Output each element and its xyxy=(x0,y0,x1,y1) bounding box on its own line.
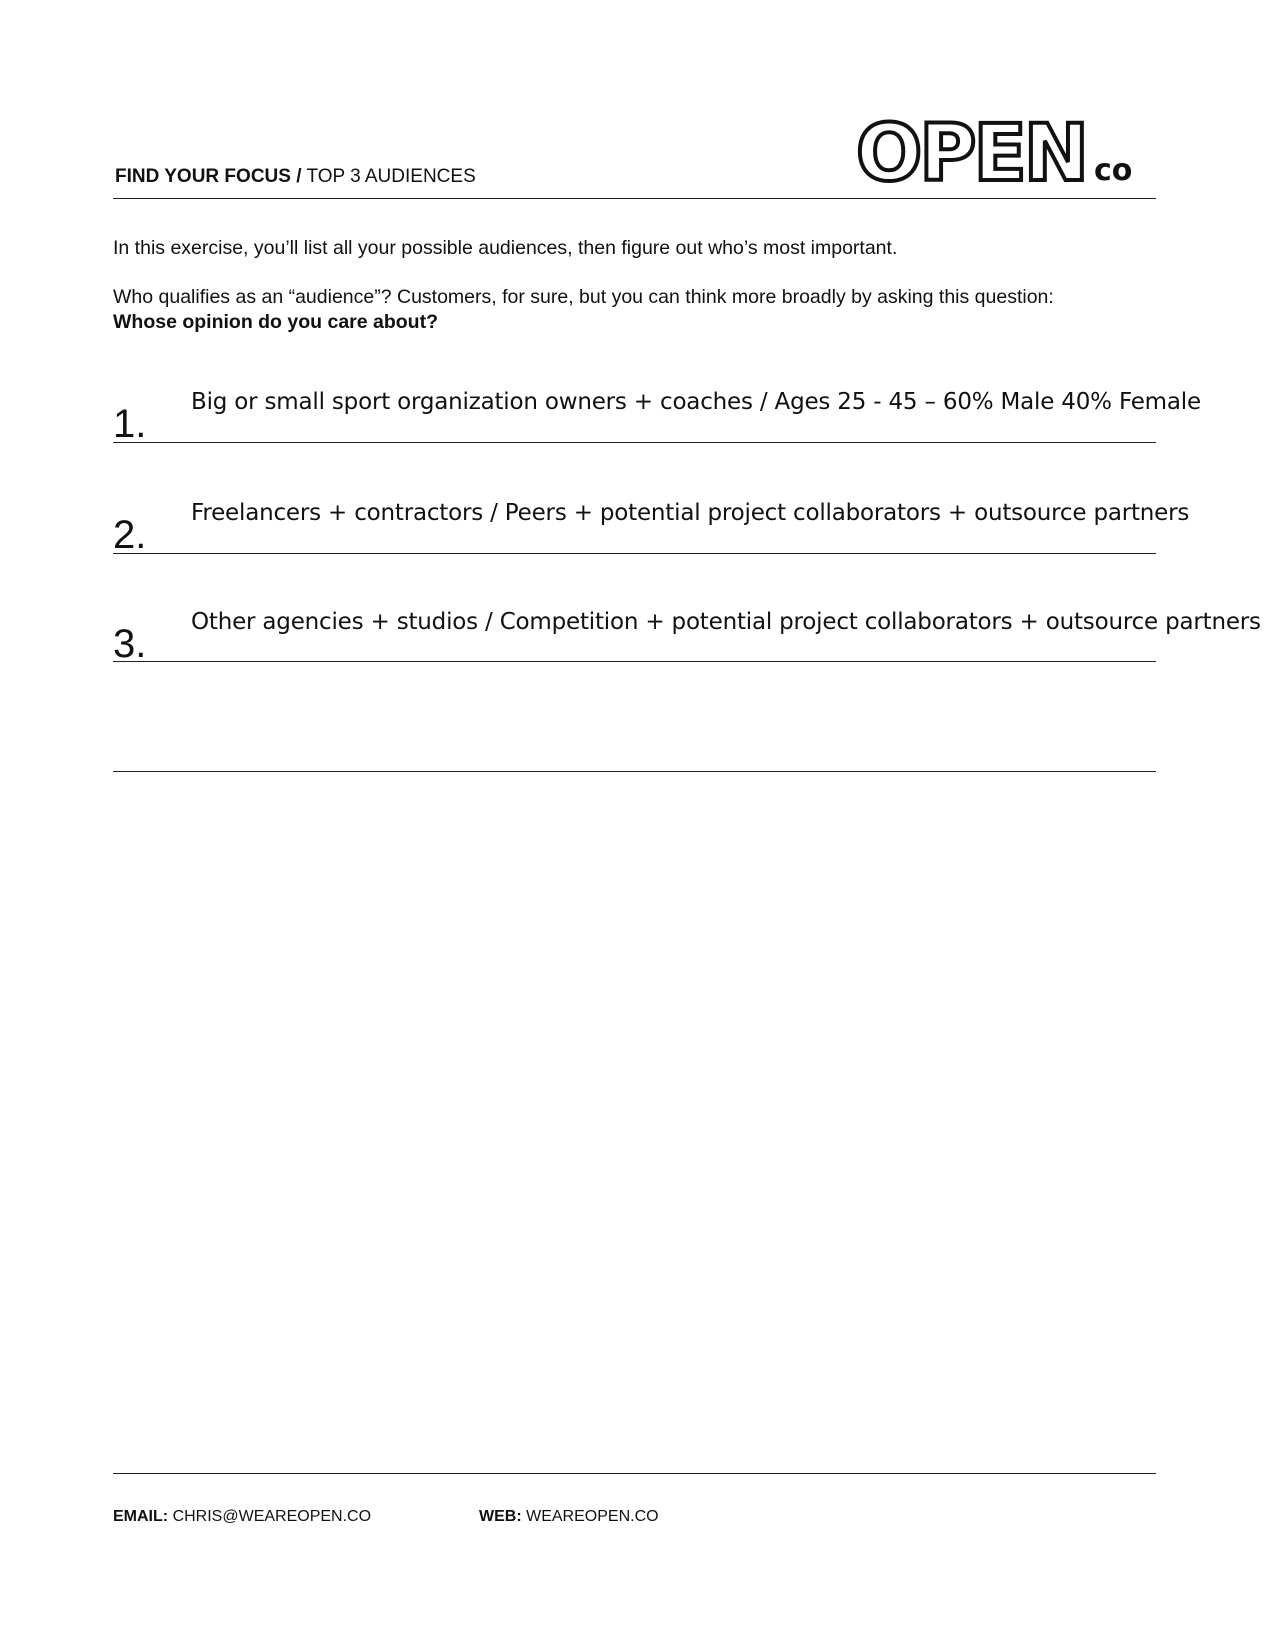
footer-email-value: CHRIS@WEAREOPEN.CO xyxy=(172,1508,372,1525)
footer-email xyxy=(113,1508,371,1526)
logo-suffix: co xyxy=(1094,153,1133,188)
intro-paragraph-1: In this exercise, you’ll list all your possible audiences, then figure out who’s most important. xyxy=(113,237,898,259)
audience-number: 2. xyxy=(113,513,147,557)
intro-text xyxy=(113,236,1193,335)
intro-paragraph-2: Who qualifies as an “audience”? Customers, for sure, but you can think more broadly by asking this question: xyxy=(113,286,1054,308)
audience-text: Other agencies + studios / Competition + potential project collaborators + outsource partners xyxy=(191,609,1261,635)
audience-divider-2 xyxy=(113,553,1156,554)
footer-web-label: WEB: xyxy=(479,1508,522,1525)
audience-divider-1 xyxy=(113,442,1156,443)
intro-question: Whose opinion do you care about? xyxy=(113,311,438,333)
audience-text: Freelancers + contractors / Peers + potential project collaborators + outsource partners xyxy=(191,500,1190,526)
footer-email-label: EMAIL: xyxy=(113,1508,169,1525)
page-header xyxy=(113,108,1156,204)
footer-divider xyxy=(113,1473,1156,1474)
page-title xyxy=(115,166,476,188)
page-title-topic: TOP 3 AUDIENCES xyxy=(306,166,476,187)
audience-number: 3. xyxy=(113,622,147,666)
footer-web-value: WEAREOPEN.CO xyxy=(526,1508,659,1525)
audience-text: Big or small sport organization owners + coaches / Ages 25 - 45 – 60% Male 40% Female xyxy=(191,389,1201,415)
footer-web xyxy=(479,1508,659,1526)
audience-item-2 xyxy=(113,499,1213,559)
blank-answer-line xyxy=(113,771,1156,772)
audience-number: 1. xyxy=(113,402,147,446)
audience-item-1 xyxy=(113,388,1213,448)
logo-wordmark: OPEN xyxy=(856,114,1087,190)
audience-item-3 xyxy=(113,608,1261,668)
page-title-section: FIND YOUR FOCUS / xyxy=(115,166,302,187)
header-divider xyxy=(113,198,1156,199)
openco-logo xyxy=(856,114,1156,190)
audience-divider-3 xyxy=(113,661,1156,662)
